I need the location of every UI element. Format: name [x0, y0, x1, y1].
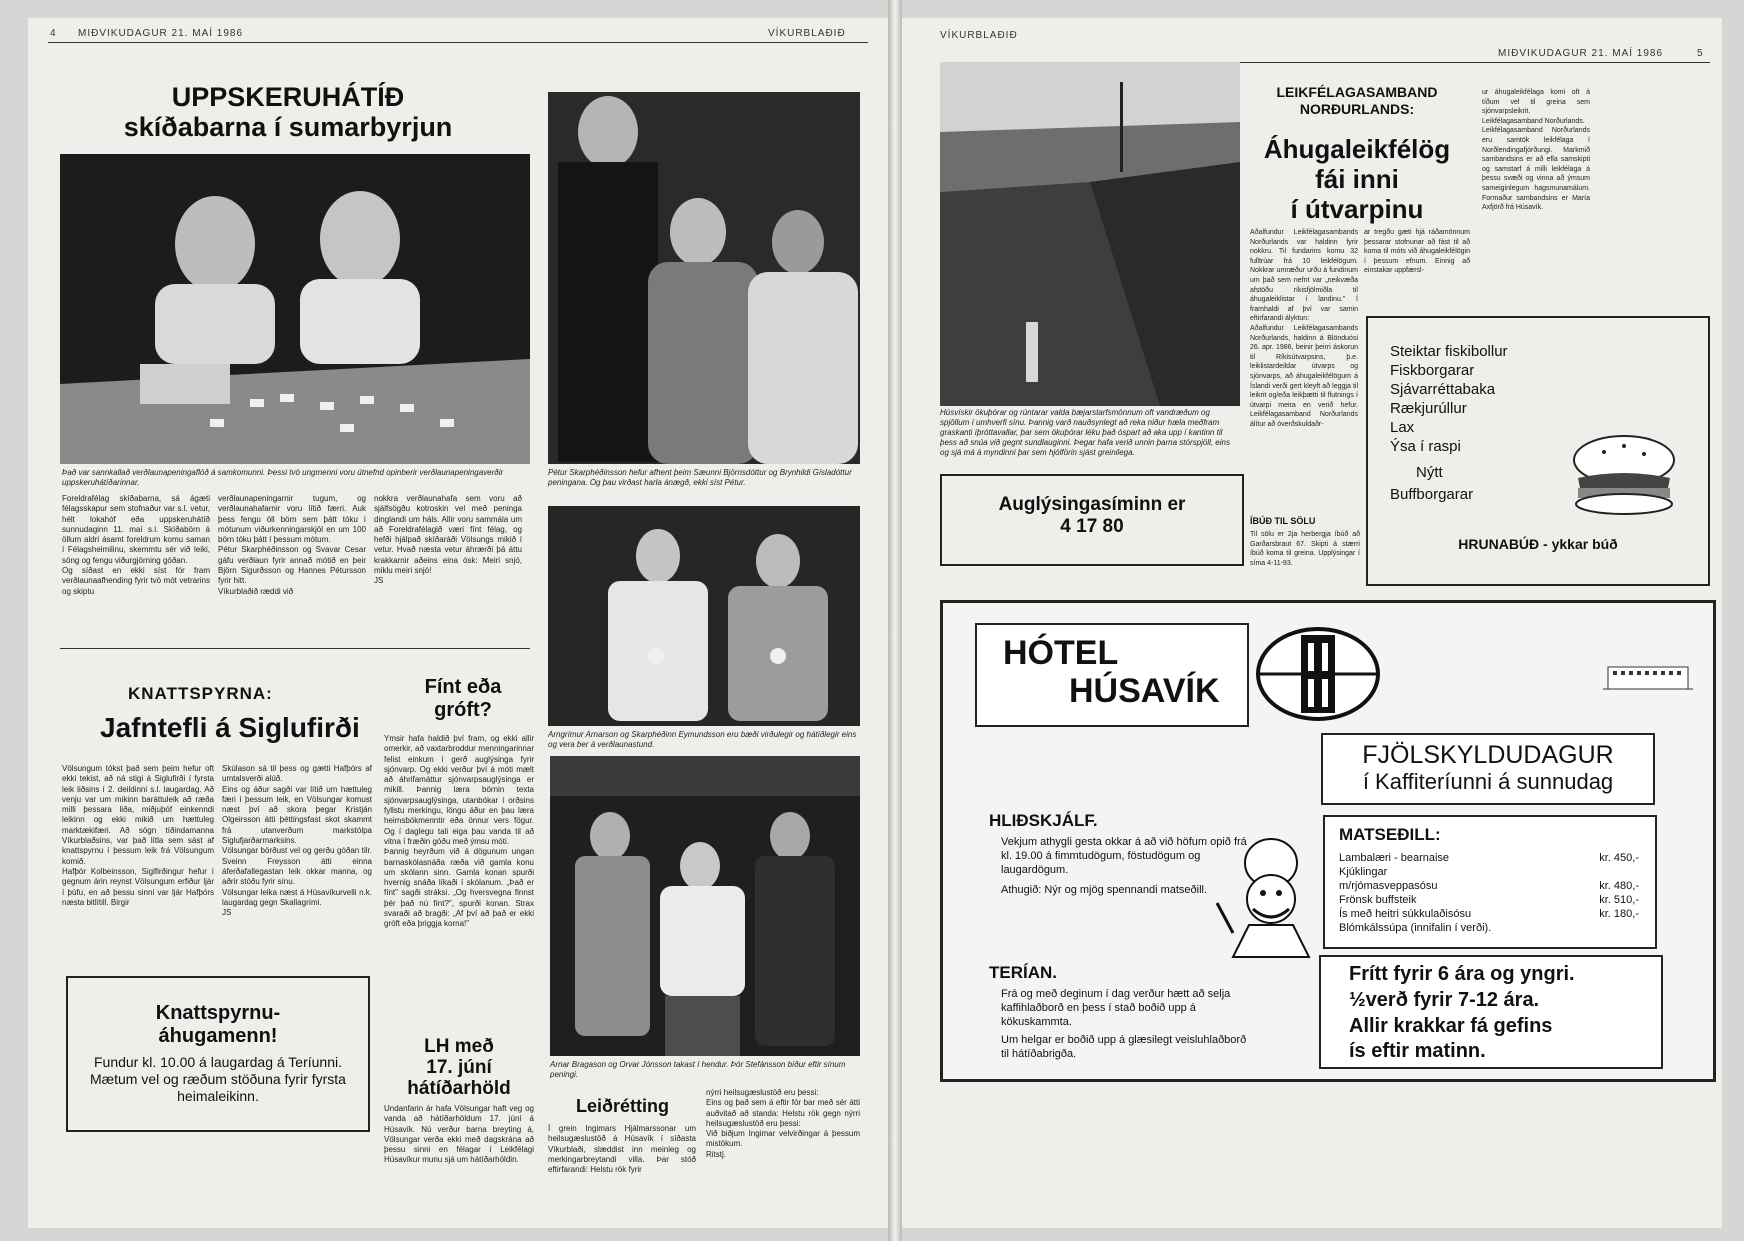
notice-title-1: Knattspyrnu- [155, 1002, 281, 1024]
lh-body: Undanfarin ár hafa Völsungar haft veg og vanda að hátíðarhöldum 17. júní á Húsavík. Nú verður barna breyting á, Völsungar verða ekki með dagskrána að þessu sinni en félagar í Leikfélagi Húsavíkur munu sjá um hátíðarhöldin. [384, 1104, 534, 1165]
fish-item-5: Ýsa í raspi [1390, 438, 1461, 455]
right-page [902, 18, 1722, 1228]
correction-col2: nýrri heilsugæslustöð eru þessi: Eins og það sem á eftir fór bar með sér átti auðvitað að standa: Helstu rök gegn nýrri heilsugæslustöð eru þessi: Við biðjum Ingimar velvirðingar á þessum mistökum. Ritstj. [706, 1088, 860, 1159]
lh-headline-1: LH með [424, 1036, 494, 1057]
menu-dish: Blómkálssúpa (innifalin í verði). [1339, 922, 1492, 934]
fint-headline-2: gróft? [434, 699, 492, 721]
family-day-line2: í Kaffiteríunni á sunnudag [1362, 769, 1614, 794]
menu-row [1339, 907, 1639, 921]
offer-line1: Frítt fyrir 6 ára og yngri. [1349, 963, 1575, 985]
photo-illustration-4 [550, 756, 860, 1056]
fish-item-3: Rækjurúllur [1390, 400, 1467, 417]
road-poles-caption: Húsvískir ökuþórar og rúntarar valda bæjarstarfsmönnum oft vandræðum og spjöllum í umhverfi sínu. Þannig varð nauðsynlegt að reka niður hæla meðfram graskanti íþróttavallar, þar sem ökuþórar léku það óspart að aka upp í kantinn til þess að snúa við gegnt sundlauginni. Þegar hafa verið unnin þarna stórspjöll, eins og sjá má á myndinni þar sem hjólförin sjást greinilega. [940, 408, 1230, 457]
fish-new-label: Nýtt [1416, 464, 1443, 481]
lead-article-col2: verðlaunapeningarnir tugum, og verðlaunahafarnir voru lítið færri. Auk þess fengu öll börn sem þátt tóku í mótunum viðurkenningarskjöl en um 100 börn tóku þátt í þessum mótum. Pétur Skarphéðinsson og Svavar Cesar gáfu verðlaun fyrir annað mótið en þeir Björn Sigurðsson og Hannes Pétursson fyrir hitt. Víkurblaðið ræddi við [218, 494, 366, 596]
menu-dish: Ís með heitri súkkulaðisósu [1339, 908, 1472, 920]
award-photo-caption: Pétur Skarphéðinsson hefur afhent þeim Sæunni Björnsdóttur og Brynhildi Gísladóttur peningana. Og þau virðast harla ánægð, ekki síst Pétur. [548, 468, 852, 487]
sale-body: Til sölu er 2ja herbergja íbúð að Garðarsbraut 67. Skipti á stærri íbúð koma til greina. Upplýsingar í síma 4-11-93. [1250, 531, 1360, 567]
correction-headline: Leiðrétting [576, 1096, 669, 1116]
lead-photo-caption: Það var sannkallað verðlaunapeningaflóð á samkomunni. Þessi tvö ungmenni voru útnefnd opinberir verðlaunapeningaverðir uppskeruhátíðarinnar. [62, 468, 504, 487]
hotel-name-2: HÚSAVÍK [1069, 672, 1220, 710]
fish-item-0: Steiktar fiskibollur [1390, 343, 1508, 360]
theater-headline-2: fái inni [1315, 164, 1399, 194]
lh-headline-2: 17. júní [426, 1057, 492, 1078]
offer-line2: ½verð fyrir 7-12 ára. [1349, 989, 1540, 1011]
menu-price: kr. 180,- [1599, 908, 1639, 920]
fint-body: Ymsir hafa haldið því fram, og ekki allir omerkir, að vaxtarbroddur menningarinnar felist einkum í gerð auglýsinga fyrir sjónvarp. Og ekki verður því á móti mælt að áhrifamáttur sjónvarpsauglýsinga er mikill. Þannig læra börnin texta sjónvarpsauglýsinga, utanbókar í orðsins fyllstu merkingu, löngu áður en þau læra heimsbókmenntir eða önnur vers fögur. Og í daglegu tali eiga þau vanda til að vitna í fræðin góðu með ýmsu móti. Þannig heyrðum við á dögunum ungan barnaskólasnáða ræða við gamla konu um skólann sinn. Gamla konan spurði hvernig snáða líkaði í skólanum. „Það er fínt" sagði stráksi. „Og hversvegna finnst þér það nú fínt?", spurði konan. Strax svaraði að bragði: „Af því að það er ekki gróft eða þriggja korna!" [384, 734, 534, 929]
menu-dish: Kjúklingar [1339, 866, 1388, 878]
hotel-name-box [975, 623, 1249, 727]
menu-row [1339, 851, 1639, 865]
offer-line4: ís eftir matinn. [1349, 1040, 1486, 1062]
fint-headline-1: Fínt eða [424, 676, 502, 698]
photo-illustration-3 [548, 506, 860, 726]
menu-row [1339, 865, 1639, 879]
lead-headline-1: UPPSKERUHÁTÍÐ [171, 82, 405, 112]
menu-price: kr. 480,- [1599, 880, 1639, 892]
date-right: MIÐVIKUDAGUR 21. MAÍ 1986 [1498, 48, 1664, 59]
paper-name-left: VÍKURBLAÐIÐ [768, 28, 846, 39]
menu-price: kr. 450,- [1599, 852, 1639, 864]
theater-col3: ur áhugaleikfélaga komi oft á tíðum vel til greina sem sjónvarpsleikrit. Leikfélagasamband Norðurlands. Leikfélagasamband Norðurlands eru samtök leikfélaga í Norðlendingafjórðungi. Markmið sambandsins er að efla samskipti og samstarf á milli leikfélaga á þessu svæði og vinna að ýmsum sameiginlegum hagsmunamálum. Formaður sambandsins er María Axfjörð frá Húsavík. [1482, 89, 1590, 212]
ad-phone-box [940, 474, 1244, 566]
football-headline: Jafntefli á Siglufirði [100, 712, 360, 743]
medal-winners-caption: Arngrímur Arnarson og Skarphéðinn Eymundsson eru bæði virðulegir og hátíðlegir eins og vera ber á verðlaunastund. [548, 730, 857, 749]
page-number-left: 4 [50, 28, 57, 39]
correction-col1: Í grein Ingimars Hjálmarssonar um heilsugæslustöð á Húsavík í síðasta Víkurblaði, slæddist inn meinleg og merkingarbreytandi villa. Þar stóð eftirfarandi: Helstu rök fyrir [548, 1124, 696, 1175]
hotel-logo-icon [1253, 621, 1383, 727]
theater-col1: Aðalfundur Leikfélagasambands Norðurlands var haldinn fyrir nokkru. Til fundarins komu 32 fulltrúar frá 10 leikfélögum. Nokkrar umræður urðu á fundinum um það sem nefnt var „neikvæða afstöðu ríkisfjölmiðla til áhugaleiklistar í landinu." Í framhaldi af því var samin eftirfarandi ályktun: Aðalfundur Leikfélagasambands Norðurlands, haldinn á Blönduósi 26. apr. 1986, beinir þeirri áskorun til Ríkisútvarpsins, þ.e. leiklistardeildar útvarps og sjónvarps, að áhugaleikfélögum á Íslandi verði gert kleyft að leggja til leikrit og/eða leikþætti til flutnings í útvarpi meira en verið hefur. Leikfélagasamband Norðurlands álítur að óverðskuldaðr- [1250, 229, 1358, 428]
menu-title: MATSEÐILL: [1339, 825, 1441, 844]
hotel-name-1: HÓTEL [1003, 634, 1119, 672]
lead-article-col1: Foreldrafélag skíðabarna, sá ágæti félagsskapur sem stofnaður var s.l. vetur, hélt lokahóf eða uppskeruhátíð sunnudaginn 11. maí s.l. Skíðabörn á öllum aldri ásamt foreldrum komu saman í Félagsheimilinu, skemmtu sér við leiki, söng og fengu viðurgjörning góðan. Og síðast en ekki síst fór fram verðlaunaafhending fyrir tvö mót vetrarins og skiptu [62, 494, 210, 596]
menu-row [1339, 879, 1639, 893]
menu-price: kr. 510,- [1599, 894, 1639, 906]
lh-headline-3: hátíðarhöld [407, 1078, 511, 1099]
ad-phone-line1: Auglýsingasíminn er [998, 494, 1186, 515]
hlid-note: Athugið: Nýr og mjög spennandi matseðill. [1001, 884, 1208, 896]
photo-illustration [60, 154, 530, 464]
menu-box [1323, 815, 1657, 949]
photo-illustration-5 [940, 62, 1240, 406]
road-poles-photo [940, 62, 1240, 406]
hlid-title: HLIÐSKJÁLF. [989, 811, 1098, 830]
date-left: MIÐVIKUDAGUR 21. MAÍ 1986 [78, 28, 244, 39]
page-number-right: 5 [1697, 48, 1704, 59]
hotel-building-icon [1603, 655, 1693, 695]
football-kicker: KNATTSPYRNA: [128, 684, 273, 703]
terian-body: Frá og með deginum í dag verður hætt að selja kaffihlaðborð en þess í stað boðið upp á kökuskammta. [1001, 988, 1231, 1028]
page-gutter [888, 0, 902, 1241]
menu-list [1339, 851, 1639, 935]
theater-headline-1: Áhugaleikfélög [1263, 134, 1451, 164]
menu-dish: Lambalæri - bearnaise [1339, 852, 1450, 864]
menu-dish: Frönsk buffsteik [1339, 894, 1417, 906]
terian-body-2: Um helgar er boðið upp á glæsilegt veisluhlaðborð til hátíðabrigða. [1001, 1034, 1247, 1060]
hotel-ad-box [940, 600, 1716, 1082]
family-day-line1: FJÖLSKYLDUDAGUR [1362, 741, 1614, 769]
family-day-box [1321, 733, 1655, 805]
handshake-photo [550, 756, 860, 1056]
handshake-caption: Arnar Bragason og Orvar Jónsson takast í hendur. Þór Stefánsson bíður eftir sínum peningi. [550, 1060, 846, 1079]
ad-phone-number: 4 17 80 [1060, 516, 1124, 537]
notice-title-2: áhugamenn! [158, 1025, 278, 1047]
section-rule [60, 648, 530, 649]
hlid-body: Vekjum athygli gesta okkar á að við höfum opið frá kl. 19.00 á fimmtudögum, föstudögum og laugardögum. [1001, 836, 1247, 876]
burger-icon [1564, 430, 1684, 520]
lead-headline-2: skíðabarna í sumarbyrjun [123, 112, 453, 142]
fish-new-item: Buffborgarar [1390, 486, 1474, 503]
children-medals-photo [60, 154, 530, 464]
medal-winners-photo [548, 506, 860, 726]
award-photo [548, 92, 860, 464]
header-rule [48, 42, 868, 43]
paper-name-right: VÍKURBLAÐIÐ [940, 30, 1018, 41]
fish-item-4: Lax [1390, 419, 1415, 436]
football-col1: Völsungum tókst það sem þeim hefur oft ekki tekist, að ná stigi á Siglufirði í fyrsta leik liðsins í 2. deildinni s.l. laugardag. Að venju var um mikinn baráttuleik að ræða milli þessara liða, miðjuþóf einkenndi leikinn og ekki mikið um hættuleg marktækifæri. Að sögn tíðindamanna Víkurblaðsins, var það lítla sem sást af knattspyrnu í þessum leik frá Völsungum komið. Hafþór Kolbeinsson, Siglfirðingur hefur í gegnum árin reynst Völsungum erfiður ljár í þúfu, en að þessu sinni var ljár Hafþórs næsta bitlítill. Birgir [62, 764, 214, 907]
menu-dish: m/rjómasveppasósu [1339, 880, 1438, 892]
chef-mascot-icon [1213, 833, 1323, 963]
photo-illustration-2 [548, 92, 860, 464]
fish-item-1: Fiskborgarar [1390, 362, 1475, 379]
theater-headline-3: í útvarpinu [1290, 194, 1424, 224]
notice-body: Fundur kl. 10.00 á laugardag á Teríunni. Mætum vel og ræðum stöðuna fyrir fyrsta heimaleikinn. [90, 1054, 346, 1104]
offer-line3: Allir krakkar fá gefins [1349, 1015, 1553, 1037]
fish-item-2: Sjávarréttabaka [1390, 381, 1496, 398]
sale-title: ÍBÚÐ TIL SÖLU [1250, 516, 1316, 526]
lead-article-col3: nokkra verðlaunahafa sem voru að sjálfsögðu kotroskin vel með peninga dinglandi um háls. Allir voru sammála um að Foreldrafélagið væri fínt félag, og hefði hjálpað skíðaráði Völsungs mikið í vetur. Hvað næsta vetur áhrærði þá áttu krakkarnir aðeins eina ósk: Meiri snjó, miklu meiri snjó! JS [374, 494, 522, 586]
theater-kicker-2: NORÐURLANDS: [1299, 101, 1415, 117]
left-page [28, 18, 888, 1228]
football-col2: Skúlason sá til þess og gætti Hafþórs af umtalsverði alúð. Eins og áður sagði var lítið um hættuleg færi í þessum leik, en Völsungar komust næst því að skora þegar Kristján Olgeirsson átti þéttingsfast skot skammt frá utanverðum markstólpa Siglufjarðarmarksins. Völsungar börðust vel og gerðu góðan tilr. Sveinn Freysson átti einna áferðafallegastan leik okkar manna, og aðrir stóðu fyrir sínu. Völsungar leika næst á Húsavíkurvelli n.k. laugardag gegn Skallagrími. JS [222, 764, 372, 918]
menu-row [1339, 921, 1639, 935]
fish-ad-box [1366, 316, 1710, 586]
terian-title: TERÍAN. [989, 963, 1057, 982]
children-offer-box [1319, 955, 1663, 1069]
theater-col2: ar tregðu gæti hjá ráðamönnum þessarar stofnunar að fást til að koma til móts við áhugaleikfélögin í þessum efnum. Einnig að einstakar uppfærsl- [1364, 229, 1470, 275]
football-meeting-notice [66, 976, 370, 1132]
menu-row [1339, 893, 1639, 907]
theater-kicker-1: LEIKFÉLAGASAMBAND [1276, 84, 1438, 100]
fish-shop-name: HRUNABÚÐ - ykkar búð [1458, 536, 1618, 552]
